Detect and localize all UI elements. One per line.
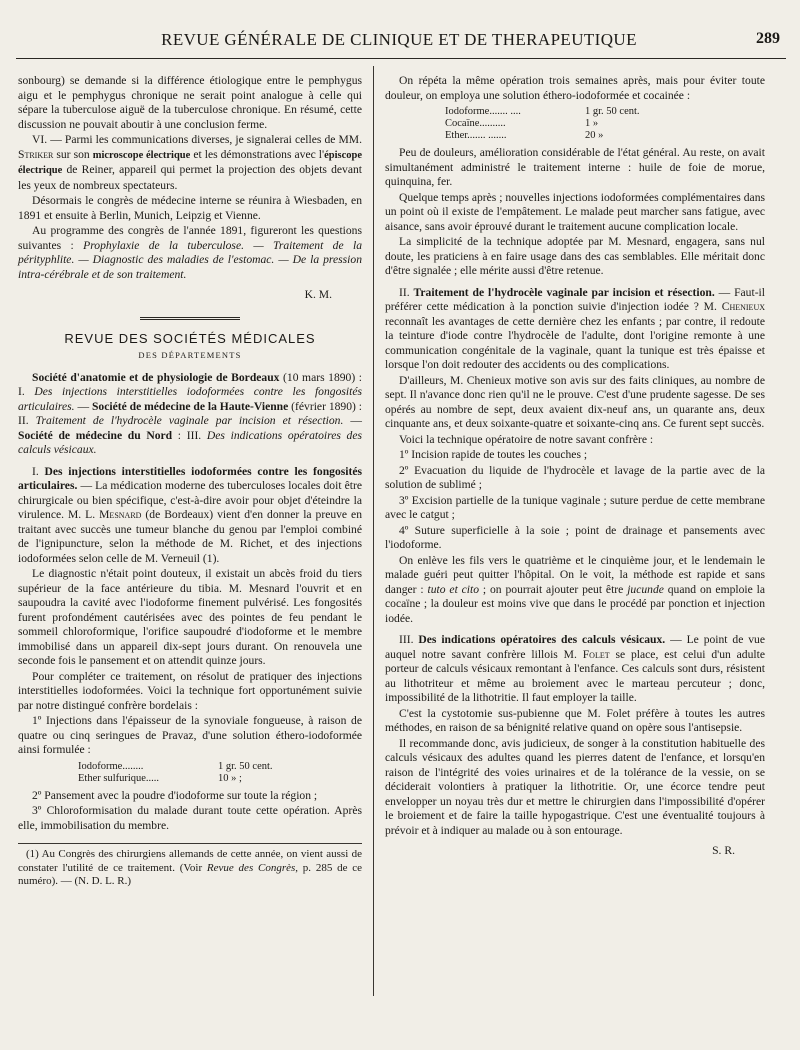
list-item: 2º Evacuation du liquide de l'hydrocèle et lavage de la partie avec de la solution de sublimé ; bbox=[385, 463, 765, 491]
paragraph: Il recommande donc, avis judicieux, de songer à la constitution habituelle des calculs vésicaux des adultes quand les pierres datent de l'enfance, et lorsqu'en raison de l'intégrité des voies urinaires et de la tolérance de la vessie, on se déciderait volontiers à pratiquer la lithotritie. Or, une écorce tendre peut envelopper un noyau très dur et mettre le chirurgien dans l'impossibilité d'opérer le broiement et de faire la taille hypogastrique. C'est une éventualité toujours à prévoir et à indiquer au malade ou à son entourage. bbox=[385, 736, 765, 837]
list-item: 4º Suture superficielle à la soie ; point de drainage et pansements avec l'iodoforme. bbox=[385, 523, 765, 551]
section-iii-paragraph: III. Des indications opératoires des calculs vésicaux. — Le point de vue auquel notre savant confrère lillois M. Folet se place, est celui d'un adulte porteur de calculs vésicaux remontant à l'enfance. Ces calculs sont durs, résistent au lithotriteur et même au broiement avec le marteau percuteur ; donc, impossibilité de la lithotritie. Il faut employer la taille. bbox=[385, 633, 765, 704]
section-i-paragraph: I. Des injections interstitielles iodoformées contre les fongosités articulaires. — La médication moderne des tuberculoses locales doit être chirurgicale ou bien spécifique, c'est-à-dire avoir pour objet d'éteindre la virulence. M. L. Mesnard (de Bordeaux) vient d'en donner la preuve en traitant avec succès une tumeur blanche du genou par l'emploi combiné de l'ignipuncture, selon la méthode de M. Richet, et des injections iodoformées selon celle de M. Verneuil (1). bbox=[18, 464, 362, 565]
running-title: REVUE GÉNÉRALE DE CLINIQUE ET DE THERAPEUTIQUE bbox=[161, 30, 637, 49]
formula-dose: 10 » ; bbox=[218, 772, 242, 784]
paragraph: sonbourg) se demande si la différence étiologique entre le pemphygus aigu et le pemphygus chronique ne serait point analogue à celle qui sépare la tuberculose aiguë de la tuberculose chronique. En résumé, cette discussion ne pouvait aboutir à une conclusion ferme. bbox=[18, 74, 362, 131]
list-item: 1º Incision rapide de toutes les couches ; bbox=[399, 448, 588, 461]
formula-ingredient: Cocaïne.......... bbox=[445, 118, 506, 129]
paragraph: Quelque temps après ; nouvelles injections iodoformées complémentaires dans un point où il existe de l'empâtement. Le malade peut marcher sans fatigue, avec aisance, sans avoir éprouvé durant le traitement aucune complication locale. bbox=[385, 190, 765, 233]
formula-dose: 20 » bbox=[585, 130, 604, 141]
formula-dose: 1 » bbox=[585, 118, 599, 129]
paragraph: C'est la cystotomie sus-pubienne que M. Folet préfère à toutes les autres méthodes, en raison de sa bénignité relative quand on opère sous l'antisepsie. bbox=[385, 706, 765, 734]
formula-2 bbox=[445, 106, 765, 142]
paragraph: On répéta la même opération trois semaines après, mais pour éviter toute douleur, on employa une solution éthero-iodoformée et cocainée : bbox=[385, 74, 765, 102]
page-number: 289 bbox=[756, 30, 780, 47]
formula-ingredient: Ether sulfurique..... bbox=[78, 772, 160, 784]
formula-ingredient: Ether....... ....... bbox=[445, 130, 507, 141]
right-column bbox=[385, 74, 765, 859]
signature: S. R. bbox=[712, 844, 735, 857]
formula-dose: 1 gr. 50 cent. bbox=[585, 106, 640, 117]
column-rule bbox=[373, 66, 374, 996]
paragraph: VI. — Parmi les communications diverses, je signalerai celles de MM. Striker sur son microscope électrique et les démonstrations avec l'épiscope électrique de Reiner, appareil qui permet la projection des objets devant les yeux de nombreux spectateurs. bbox=[18, 133, 362, 192]
paragraph: Au programme des congrès de l'année 1891, figureront les questions suivantes : Prophylaxie de la tuberculose. — Traitement de la pérityphlite. — Diagnostic des maladies de l'estomac. — De la pression intra-cérébrale et de son traitement. bbox=[18, 224, 362, 281]
running-head bbox=[18, 28, 780, 52]
formula-ingredient: Iodoforme........ bbox=[78, 760, 144, 772]
footnote-rule bbox=[18, 843, 362, 844]
paragraph: 1º Injections dans l'épaisseur de la synoviale fongueuse, à raison de quatre ou cinq seringues de Pravaz, d'une solution éthero-iodoformée ainsi formulée : bbox=[18, 714, 362, 756]
paragraph: Désormais le congrès de médecine interne se réunira à Wiesbaden, en 1891 et ensuite à Berlin, Munich, Leipzig et Vienne. bbox=[18, 194, 362, 222]
society-summary: Société d'anatomie et de physiologie de Bordeaux (10 mars 1890) : I. Des injections interstitielles iodoformées contre les fongosités articulaires. — Société de médecine de la Haute-Vienne (février 1890) : II. Traitement de l'hydrocèle vaginale par incision et résection. — Société de médecine du Nord : III. Des indications opératoires des calculs vésicaux. bbox=[18, 370, 362, 456]
paragraph: On enlève les fils vers le quatrième et le cinquième jour, et le lendemain le malade guéri peut quitter l'hôpital. On le voit, la méthode est rapide et sans danger : tuto et cito ; on pourrait ajouter peut être jucunde quand on emploie la cocaïne ; la douleur est moins vive que dans le procédé par ponction et injection iodée. bbox=[385, 553, 766, 625]
paragraph: Le diagnostic n'était point douteux, il existait un abcès froid du tiers supérieur de la face antérieure du tibia. M. Mesnard l'ouvrit et en saupoudra la cavité avec l'iodoforme finement pulvérisé. Les fongosités furent profondément cautérisées avec des pointes de feu pendant le sommeil chloroformique, l'orifice saupoudré d'iodoforme et le membre immobilisé dans un appareil dix-sept jours durant. On renouvela une seconde fois le pansement et on attendit quinze jours. bbox=[18, 567, 362, 667]
formula-ingredient: Iodoforme....... .... bbox=[445, 106, 521, 117]
formula-1 bbox=[78, 761, 362, 785]
formula-dose: 1 gr. 50 cent. bbox=[218, 760, 273, 772]
paragraph: D'ailleurs, M. Chenieux motive son avis sur des faits cliniques, au nombre de sept. Il n'avance donc rien qu'il ne le prouve. C'est d'une prudente sagesse. De ses opérés au nombre de sept, deux avaient dix-neuf ans, un quarante ans, deux cinquante ans, et deux soixante-quatre et soixante-cinq ans. Ce furent sept succès. bbox=[385, 373, 765, 430]
list-item: 3º Excision partielle de la tunique vaginale ; suture perdue de cette membrane avec le catgut ; bbox=[385, 493, 765, 521]
paragraph: 2º Pansement avec la poudre d'iodoforme sur toute la région ; bbox=[32, 788, 318, 802]
section-subtitle: DES DÉPARTEMENTS bbox=[138, 350, 242, 360]
paragraph: Peu de douleurs, amélioration considérable de l'état général. Au reste, on avait simultanément administré le traitement interne : huile de foie de morue, quinquina, fer. bbox=[385, 146, 765, 188]
footnote: (1) Au Congrès des chirurgiens allemands de cette année, on vient aussi de constater l'utilité de ce traitement. (Voir Revue des Congrès, p. 285 de ce numéro). — (N. D. L. R.) bbox=[18, 848, 363, 887]
header-rule bbox=[16, 58, 786, 59]
section-title: REVUE DES SOCIÉTÉS MÉDICALES bbox=[64, 330, 316, 346]
paragraph: Voici la technique opératoire de notre savant confrère : bbox=[399, 432, 654, 446]
left-column bbox=[18, 74, 362, 890]
section-divider bbox=[140, 317, 240, 320]
section-ii-paragraph: II. Traitement de l'hydrocèle vaginale par incision et résection. — Faut-il préférer cette médication à la ponction suivie d'injection iodée ? M. Chenieux reconnaît les avantages de cette dernière chez les enfants ; par contre, il redoute la teinture d'iode contre l'hydrocèle de l'adulte, dont l'origine remonte à une communication congénitale de la vaginale, quant la tunique est très épaisse et lorsque l'on doit redouter des accidents ou des complications. bbox=[385, 285, 765, 371]
paragraph: La simplicité de la technique adoptée par M. Mesnard, engagera, sans nul doute, les praticiens à en faire usage dans des cas semblables. Elle méritait donc d'être signalée ; elle mérite aussi d'être retenue. bbox=[385, 235, 765, 277]
signature: K. M. bbox=[304, 288, 332, 301]
paragraph: 3º Chloroformisation du malade durant toute cette opération. Après elle, immobilisation du membre. bbox=[18, 804, 362, 832]
paragraph: Pour compléter ce traitement, on résolut de pratiquer des injections interstitielles iodoformées. Voici la technique fort opportunément suivie par notre distingué confrère bordelais : bbox=[18, 669, 362, 712]
